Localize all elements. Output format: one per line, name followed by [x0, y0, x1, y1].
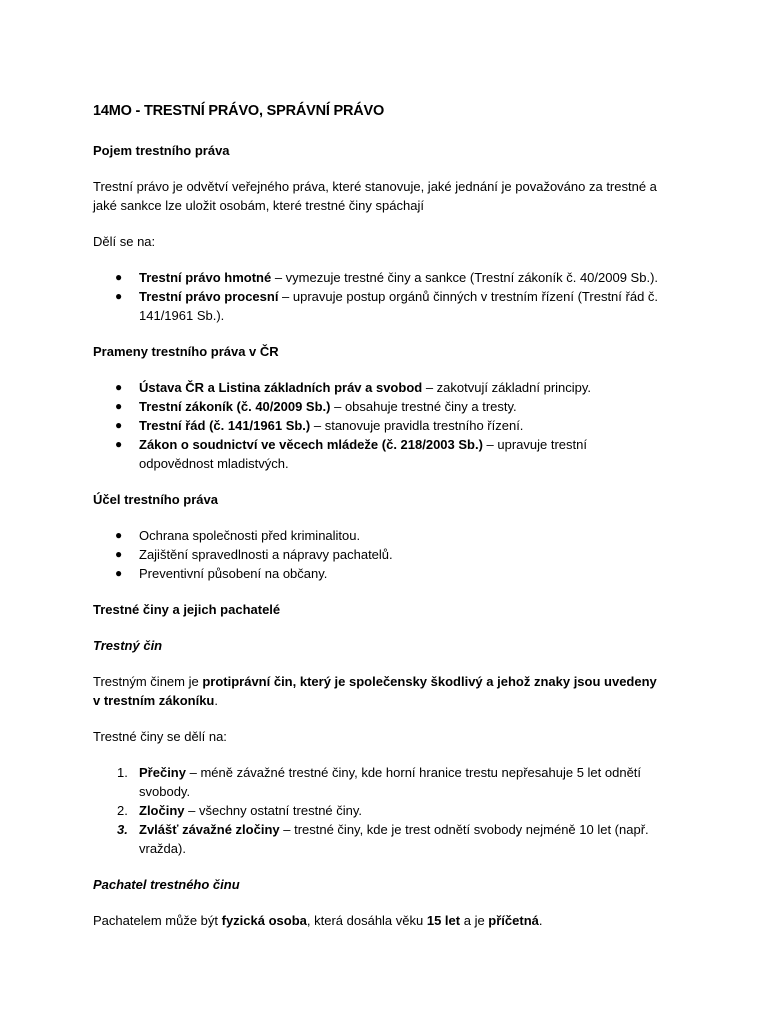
list-item: ● Preventivní působení na občany. — [115, 566, 328, 581]
list-item: ● Trestní právo procesní – upravuje postup orgánů činných v trestním řízení (Trestní řád č. 141/1961 Sb.). — [115, 289, 659, 323]
list-item: ● Zákon o soudnictví ve věcech mládeže (č. 218/2003 Sb.) – upravuje trestní odpovědnost mladistvých. — [115, 437, 587, 471]
bullet-icon: ● — [115, 566, 123, 580]
heading-ucel: Účel trestního práva — [93, 492, 218, 507]
list-item: ● Ochrana společnosti před kriminalitou. — [115, 528, 361, 543]
paragraph-crime-definition: Trestným činem je protiprávní čin, který je společensky škodlivý a jehož znaky jsou uvedeny v trestním zákoníku. — [93, 674, 657, 708]
paragraph-divides: Dělí se na: — [93, 234, 156, 249]
list-sources — [93, 378, 663, 473]
list-item: ● Ústava ČR a Listina základních práv a svobod – zakotvují základní principy. — [115, 380, 592, 395]
paragraph-definition: Trestní právo je odvětví veřejného práva, které stanovuje, jaké jednání je považováno za trestné a jaké sankce lze uložit osobám, které trestné činy spáchají — [93, 179, 657, 213]
paragraph-crime-divides: Trestné činy se dělí na: — [93, 729, 227, 744]
bullet-icon: ● — [115, 547, 123, 561]
document-title: 14MO - TRESTNÍ PRÁVO, SPRÁVNÍ PRÁVO — [93, 103, 385, 119]
heading-trestne-ciny: Trestné činy a jejich pachatelé — [93, 602, 281, 617]
bullet-icon: ● — [115, 270, 123, 284]
document-content — [93, 101, 663, 947]
bullet-icon: ● — [115, 380, 123, 394]
list-item: 1. Přečiny – méně závažné trestné činy, kde horní hranice trestu nepřesahuje 5 let odnětí svobody. — [117, 765, 642, 799]
list-branches — [93, 268, 663, 325]
paragraph-perpetrator: Pachatelem může být fyzická osoba, která dosáhla věku 15 let a je příčetná. — [93, 913, 543, 928]
list-item: ● Trestní řád (č. 141/1961 Sb.) – stanovuje pravidla trestního řízení. — [115, 418, 524, 433]
bullet-icon: ● — [115, 437, 123, 451]
list-item: ● Zajištění spravedlnosti a nápravy pachatelů. — [115, 547, 393, 562]
subheading-pachatel: Pachatel trestného činu — [93, 877, 240, 892]
list-item: ● Trestní zákoník (č. 40/2009 Sb.) – obsahuje trestné činy a tresty. — [115, 399, 517, 414]
heading-pojem: Pojem trestního práva — [93, 143, 230, 158]
list-item: 2. Zločiny – všechny ostatní trestné činy. — [117, 803, 363, 818]
heading-prameny: Prameny trestního práva v ČR — [93, 344, 279, 359]
bullet-icon: ● — [115, 289, 123, 303]
bullet-icon: ● — [115, 528, 123, 542]
list-item: ● Trestní právo hmotné – vymezuje trestné činy a sankce (Trestní zákoník č. 40/2009 Sb.). — [115, 270, 659, 285]
list-purpose — [93, 526, 663, 583]
list-crime-types — [93, 763, 663, 858]
subheading-trestny-cin: Trestný čin — [93, 638, 163, 653]
bullet-icon: ● — [115, 399, 123, 413]
list-item: 3. Zvlášť závažné zločiny – trestné činy, kde je trest odnětí svobody nejméně 10 let (např. vražda). — [117, 822, 649, 856]
bullet-icon: ● — [115, 418, 123, 432]
